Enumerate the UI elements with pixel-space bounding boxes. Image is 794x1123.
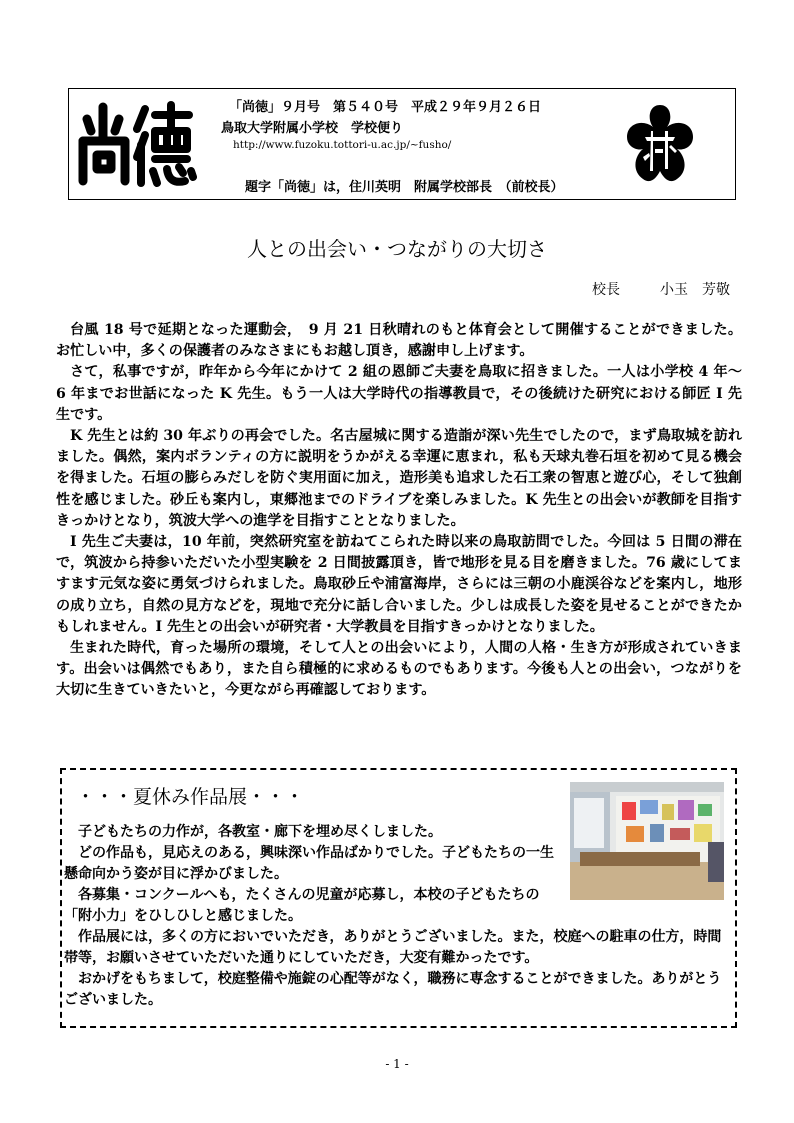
article-paragraph: さて，私事ですが，昨年から今年にかけて 2 組の恩師ご夫妻を鳥取に招きました。一人は小学校 4 年～ 6 年までお世話になった K 先生。もう一人は大学時代の指導教員で，その後続けた研究における師匠 I 先生です。 [56, 364, 742, 423]
newsletter-header [68, 88, 736, 200]
exhibit-heading: ・・・夏休み作品展・・・ [76, 786, 305, 808]
summer-exhibit-box [60, 768, 737, 1028]
author-name: 小玉 芳敬 [660, 282, 730, 298]
exhibit-paragraph: おかげをもちまして，校庭整備や施錠の心配等がなく，職務に専念することができました。ありがとうございました。 [64, 971, 722, 1008]
exhibit-paragraph: 作品展には，多くの方においでいただき，ありがとうございました。また，校庭への駐車の仕方，時間帯等，お願いさせていただいた通りにしていただき，大変有難かったです。 [64, 929, 722, 966]
author-line [592, 279, 730, 299]
exhibit-body [64, 822, 726, 1011]
exhibit-paragraph: どの作品も，見応えのある，興味深い作品ばかりでした。子どもたちの一生懸命向かう姿が目に浮かびました。 [64, 845, 554, 882]
article-paragraph: K 先生とは約 30 年ぶりの再会でした。名古屋城に関する造詣が深い先生でしたので，まず鳥取城を訪れました。偶然，案内ボランティの方に説明をうかがえる幸運に恵まれ，私も天球丸巻石垣を初めて見る機会を得ました。石垣の膨らみだしを防ぐ実用面に加え，造形美も追求した石工衆の智恵と遊び心，そして独創性を感じました。砂丘も案内し，東郷池までのドライブを楽しみました。K 先生との出会いが教師を目指すきっかけとなり，筑波大学への進学を目指すこととなりました。 [56, 428, 742, 529]
school-name: 鳥取大学附属小学校 学校便り [221, 121, 404, 136]
article-paragraph: 生まれた時代，育った場所の環境，そして人との出会いにより，人間の人格・生き方が形成されていきます。出会いは偶然でもあり，また自ら積極的に求めるものでもあります。今後も人との出会い，つながりを大切に生きていきたいと，今更ながら再確認しております。 [56, 640, 742, 699]
article-title: 人との出会い・つながりの大切さ [247, 237, 547, 261]
article-paragraph: 台風 18 号で延期となった運動会， 9 月 21 日秋晴れのもと体育会として開催することができました。お忙しい中，多くの保護者のみなさまにもお越し頂き，感謝申し上げます。 [56, 322, 742, 360]
page-number: - 1 - [385, 1057, 409, 1071]
calligraphy-title-logo [75, 97, 197, 191]
author-role: 校長 [592, 282, 620, 298]
article-body [56, 320, 742, 702]
title-credit: 題字「尚徳」は，住川英明 附属学校部長 （前校長） [245, 180, 564, 195]
exhibit-paragraph: 子どもたちの力作が，各教室・廊下を埋め尽くしました。 [78, 824, 442, 840]
issue-info: 「尚徳」９月号 第５４０号 平成２９年９月２６日 [229, 100, 542, 115]
school-url[interactable]: http://www.fuzoku.tottori-u.ac.jp/~fusho/ [233, 139, 452, 151]
exhibit-paragraph: 各募集・コンクールへも，たくさんの児童が応募し，本校の子どもたちの「附小力」をひしひしと感じました。 [64, 887, 540, 924]
article-paragraph: I 先生ご夫妻は，10 年前，突然研究室を訪ねてこられた時以来の鳥取訪問でした。今回は 5 日間の滞在で，筑波から持参いただいた小型実験を 2 日間披露頂き，皆で地形を見る目を磨きました。76 歳にしてますます元気な姿に勇気づけられました。鳥取砂丘や浦富海岸，さらには三朝の小鹿渓谷などを案内し，地形の成り立ち，自然の見方などを，現地で充分に話し合いました。少しは成長した姿を見せることができたかもしれません。I 先生との出会いが研究者・大学教員を目指すきっかけとなりました。 [56, 534, 742, 635]
school-emblem-icon [615, 101, 705, 191]
